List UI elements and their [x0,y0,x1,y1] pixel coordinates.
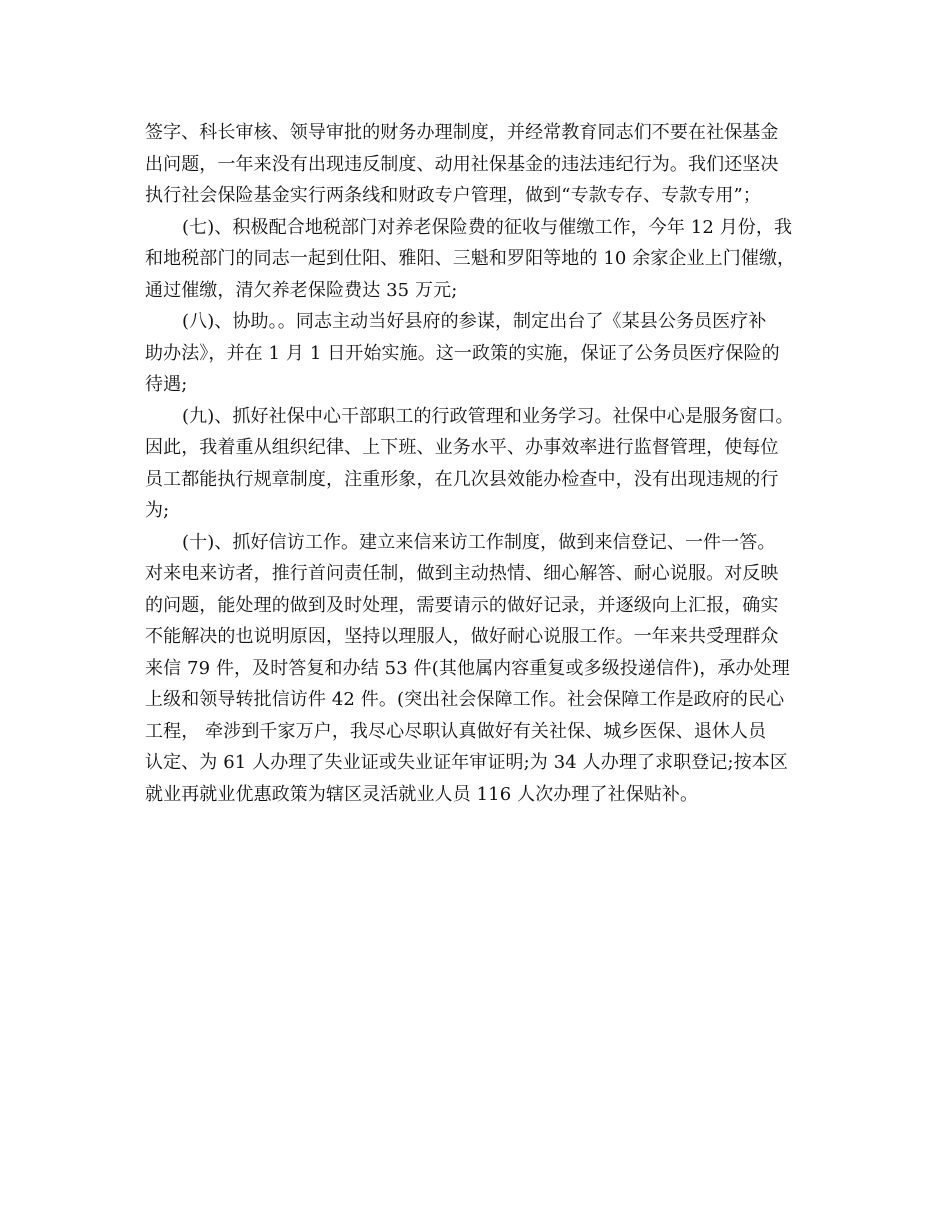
text-line: 对来电来访者，推行首问责任制，做到主动热情、细心解答、耐心说服。对反映 [145,563,779,584]
text-line: 工程， 牵涉到千家万户，我尽心尽职认真做好有关社保、城乡医保、退休人员 [145,720,767,742]
text-line: 的问题，能处理的做到及时处理，需要请示的做好记录，并逐级向上汇报，确实 [145,594,779,616]
text-line: 认定、为 61 人办理了失业证或失业证年审证明;为 34 人办理了求职登记;按本区 [145,752,788,773]
text-line: 和地税部门的同志一起到仕阳、雅阳、三魁和罗阳等地的 10 余家企业上门催缴， [145,248,796,269]
text-line: 为; [145,500,170,521]
paragraph-start-line: (八)、协助。。同志主动当好县府的参谋，制定出台了《某县公务员医疗补 [182,311,767,332]
text-line: 助办法》，并在 1 月 1 日开始实施。这一政策的实施，保证了公务员医疗保险的 [145,342,780,364]
text-line: 上级和领导转批信访件 42 件。(突出社会保障工作。社会保障工作是政府的民心 [145,689,785,710]
document-body-text [145,117,817,810]
text-line: 出问题，一年来没有出现违反制度、动用社保基金的违法违纪行为。我们还坚决 [145,153,779,175]
paragraph-start-line: (七)、积极配合地税部门对养老保险费的征收与催缴工作，今年 12 月份，我 [182,216,793,238]
text-line: 通过催缴，清欠养老保险费达 35 万元; [145,279,458,301]
text-line: 因此，我着重从组织纪律、上下班、业务水平、办事效率进行监督管理，使每位 [145,437,779,458]
text-line: 员工都能执行规章制度，注重形象，在几次县效能办检查中，没有出现违规的行 [145,468,779,490]
text-line: 就业再就业优惠政策为辖区灵活就业人员 116 人次办理了社保贴补。 [145,783,699,805]
paragraph-start-line: (十)、抓好信访工作。建立来信来访工作制度，做到来信登记、一件一答。 [182,531,776,553]
text-line: 不能解决的也说明原因，坚持以理服人，做好耐心说服工作。一年来共受理群众 [145,626,779,647]
text-line: 来信 79 件，及时答复和办结 53 件(其他属内容重复或多级投递信件)，承办处理 [145,657,790,679]
paragraph-start-line: (九)、抓好社保中心干部职工的行政管理和业务学习。社保中心是服务窗口。 [182,405,794,427]
text-line: 执行社会保险基金实行两条线和财政专户管理，做到“专款专存、专款专用”； [145,185,761,206]
text-line: 签字、科长审核、领导审批的财务办理制度，并经常教育同志们不要在社保基金 [145,122,779,143]
text-line: 待遇; [145,374,188,395]
